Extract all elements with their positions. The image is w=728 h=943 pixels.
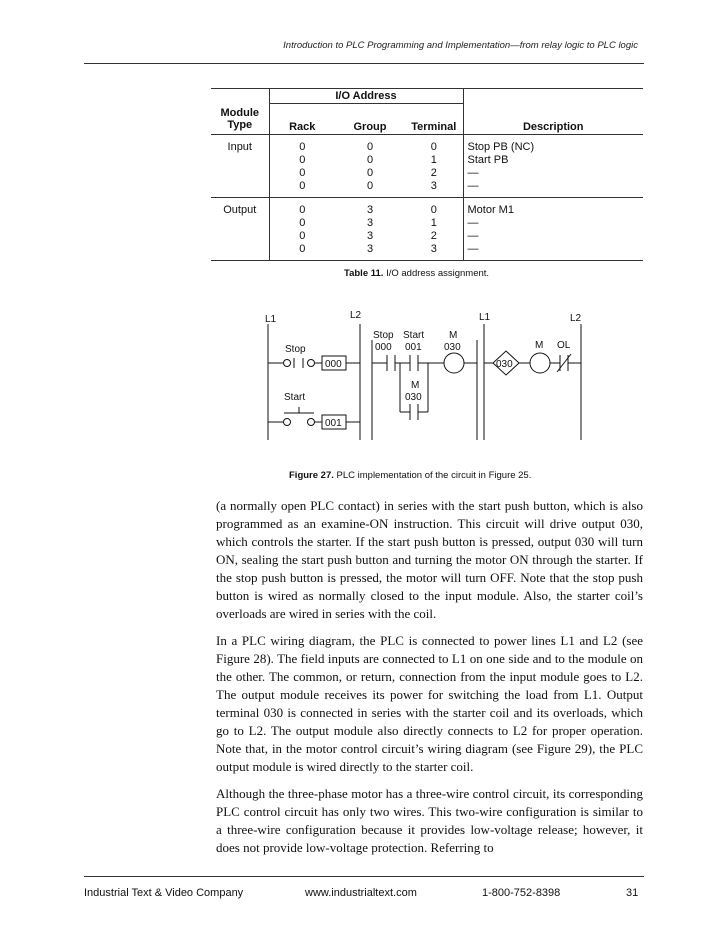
col-terminal: Terminal: [405, 104, 463, 135]
label-l1-right: L1: [479, 312, 491, 323]
label-l1-left: L1: [265, 314, 277, 325]
coil-addr: 030: [444, 342, 461, 353]
label-stop-pb: Stop: [285, 344, 306, 355]
io-address-header: I/O Address: [269, 89, 463, 104]
label-start-pb: Start: [284, 392, 306, 403]
ladder-diagram: [0, 300, 728, 450]
table-row: 0 0 1 Start PB: [211, 154, 643, 167]
io-address-table: [211, 88, 643, 261]
table-row: 0 3 2 —: [211, 230, 643, 243]
table-row: Output 0 3 0 Motor M1: [211, 197, 643, 217]
output-030-diamond: 030: [496, 359, 513, 370]
overload-label: OL: [557, 340, 571, 351]
table-row: 0 3 1 —: [211, 217, 643, 230]
contact-stop-name: Stop: [373, 330, 394, 341]
module-output: Output: [211, 197, 269, 260]
table-row: 0 0 2 —: [211, 167, 643, 180]
table-row: Input 0 0 0 Stop PB (NC): [211, 134, 643, 154]
col-description: Description: [463, 104, 643, 135]
table-row: 0 3 3 —: [211, 243, 643, 261]
label-l2-right: L2: [570, 313, 582, 324]
footer-company: Industrial Text & Video Company: [84, 887, 244, 899]
paragraph-3: Although the three-phase motor has a three-wire control circuit, its corresponding PLC control circuit has only two wires. This two-wire configuration is similar to a three-wire configuration because it provides low-voltage release; however, it does not provide low-voltage protection. Referring to: [216, 786, 643, 855]
coil-name: M: [449, 330, 458, 341]
seal-contact-addr: 030: [405, 392, 422, 403]
figure-caption: Figure 27. PLC implementation of the circuit in Figure 25.: [289, 470, 532, 481]
input-001-box: 001: [325, 418, 342, 429]
paragraph-2: In a PLC wiring diagram, the PLC is connected to power lines L1 and L2 (see Figure 28). The field inputs are connected to L1 on one side and to the module on the other. The common, or return, connection from the input module goes to L2. The output module receives its power for switching the load from L1. Output terminal 030 is connected in series with the starter coil and its overloads, which go to L2. The output module also directly connects to L2 for proper operation. Note that, in the motor control circuit’s wiring diagram (see Figure 29), the PLC output module is wired directly to the starter coil.: [216, 633, 643, 774]
paragraph-1: (a normally open PLC contact) in series with the start push button, which is also programmed as an examine-ON instruction. This circuit will drive output 030, which controls the starter. If the start push button is pressed, output 030 will turn ON, sealing the start push button and turning the motor ON through the starter. If the stop push button is pressed, the motor will turn OFF. Note that the stop push button is wired as normally closed to the input module. Also, the starter coil’s overloads are wired in series with the coil.: [216, 498, 643, 621]
contact-start-addr: 001: [405, 342, 422, 353]
footer-phone: 1-800-752-8398: [482, 887, 561, 899]
footer-divider: [84, 876, 644, 877]
page-number: 31: [626, 887, 639, 899]
module-input: Input: [211, 134, 269, 197]
header-divider: [84, 63, 644, 64]
input-000-box: 000: [325, 359, 342, 370]
footer-website: www.industrialtext.com: [305, 887, 417, 899]
col-group: Group: [335, 104, 405, 135]
motor-label: M: [535, 340, 544, 351]
col-rack: Rack: [269, 104, 335, 135]
contact-start-name: Start: [403, 330, 425, 341]
col-module-type: Module Type: [211, 104, 269, 135]
contact-stop-addr: 000: [375, 342, 392, 353]
table-row: 0 0 3 —: [211, 180, 643, 198]
table-caption: Table 11. I/O address assignment.: [344, 268, 490, 279]
seal-contact-name: M: [411, 380, 420, 391]
running-header: Introduction to PLC Programming and Implementation—from relay logic to PLC logic: [283, 40, 638, 51]
label-l2-left: L2: [350, 310, 362, 321]
